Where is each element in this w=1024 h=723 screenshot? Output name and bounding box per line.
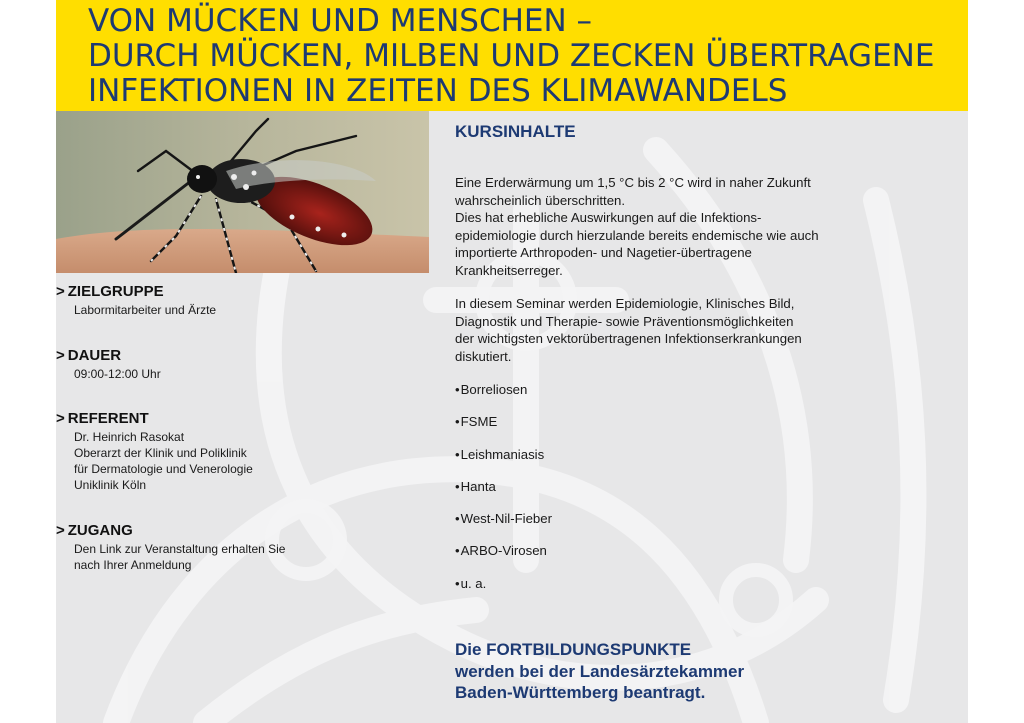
page-title — [88, 4, 934, 109]
title-line: INFEKTIONEN IN ZEITEN DES KLIMAWANDELS — [88, 73, 788, 109]
info-heading: DAUER — [67, 347, 122, 364]
info-line: 09:00-12:00 Uhr — [74, 367, 161, 381]
info-heading: REFERENT — [67, 410, 149, 427]
flyer-page — [56, 0, 968, 723]
bullet-icon: • — [455, 446, 460, 462]
list-item: •u. a. — [455, 575, 487, 591]
info-line: Uniklinik Köln — [74, 478, 147, 492]
topic-list — [455, 382, 552, 608]
mosquito-photo — [56, 111, 429, 273]
bullet-icon: • — [455, 543, 460, 559]
title-line: DURCH MÜCKEN, MILBEN UND ZECKEN ÜBERTRAGENE — [88, 38, 935, 74]
arrow-icon: > — [56, 410, 65, 427]
bullet-icon: • — [455, 511, 460, 527]
info-heading: ZIELGRUPPE — [67, 283, 164, 300]
list-item: •Leishmaniasis — [455, 446, 545, 462]
list-item: •FSME — [455, 414, 498, 430]
intro-paragraph: Eine Erderwärmung um 1,5 °C bis 2 °C wird in naher Zukunft wahrscheinlich überschritten. Dies hat erhebliche Auswirkungen auf die Infektions- epidemiologie durch hierzulande bereits endemische wie auch importierte Arthropoden- und Nagetier-übertragene Krankheitserreger. — [455, 175, 819, 278]
arrow-icon: > — [56, 283, 65, 300]
list-item: •Borreliosen — [455, 382, 528, 397]
list-item: •West-Nil-Fieber — [455, 511, 552, 527]
info-line: Labormitarbeiter und Ärzte — [74, 303, 217, 317]
title-banner — [56, 0, 968, 111]
arrow-icon: > — [56, 522, 65, 539]
list-item: •Hanta — [455, 478, 496, 494]
info-line: Dr. Heinrich Rasokat — [74, 430, 185, 444]
info-line: Oberarzt der Klinik und Poliklinik — [74, 446, 247, 460]
info-heading: ZUGANG — [67, 522, 133, 539]
bullet-icon: • — [455, 478, 460, 494]
title-line: VON MÜCKEN UND MENSCHEN – — [88, 3, 593, 39]
section-title: KURSINHALTE — [455, 122, 576, 141]
seminar-paragraph: In diesem Seminar werden Epidemiologie, Klinisches Bild, Diagnostik und Therapie- sowie Präventionsmöglichkeiten der wichtigsten vektorübertragenen Infektionserkrankungen diskutiert. — [455, 296, 802, 364]
info-line: Den Link zur Veranstaltung erhalten Sie — [74, 542, 286, 556]
cme-points-note: Die FORTBILDUNGSPUNKTE werden bei der Landesärztekammer Baden-Württemberg beantragt. — [455, 640, 745, 702]
list-item: •ARBO-Virosen — [455, 543, 547, 559]
bullet-icon: • — [455, 575, 460, 591]
bullet-icon: • — [455, 414, 460, 430]
arrow-icon: > — [56, 347, 65, 364]
info-line: für Dermatologie und Venerologie — [74, 462, 253, 476]
bullet-icon: • — [455, 382, 460, 397]
info-line: nach Ihrer Anmeldung — [74, 558, 192, 572]
